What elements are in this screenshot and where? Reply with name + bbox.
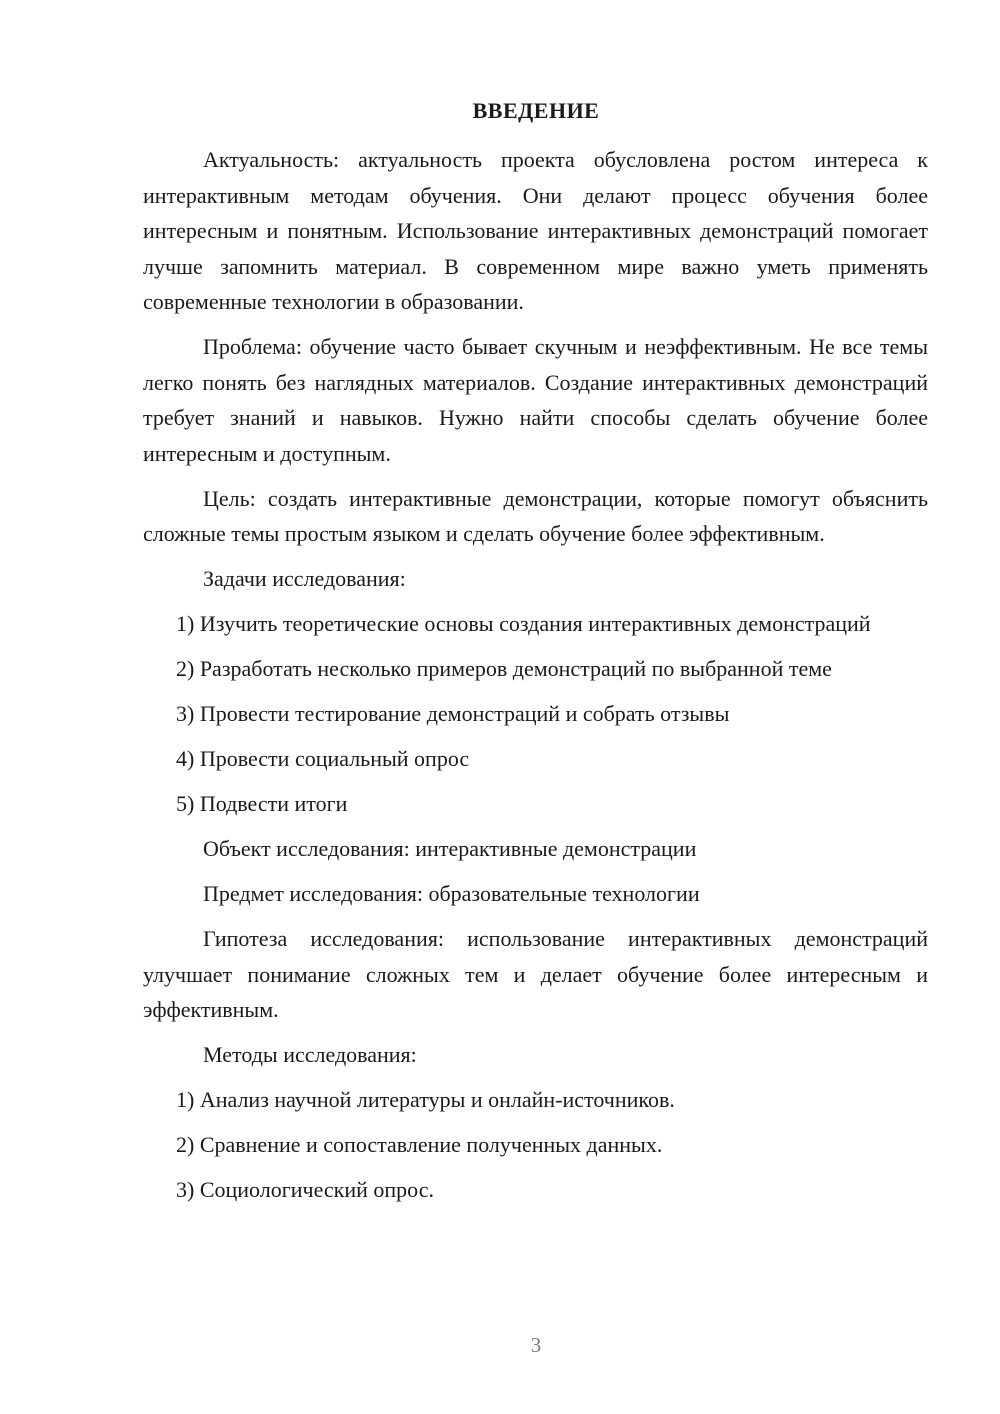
method-item: 3) Социологический опрос. [176,1177,434,1202]
paragraph-problem: Проблема: обучение часто бывает скучным и неэффективным. Не все темы легко понять без наглядных материалов. Создание интерактивных демонстраций требует знаний и навыков. Нужно найти способы сделать обучение более интересным и доступным. [143,334,928,466]
method-item: 2) Сравнение и сопоставление полученных данных. [176,1132,663,1157]
paragraph-subject: Предмет исследования: образовательные технологии [203,881,700,906]
method-item: 1) Анализ научной литературы и онлайн-источников. [176,1087,675,1112]
page-number: 3 [530,1333,542,1357]
task-item: 3) Провести тестирование демонстраций и собрать отзывы [176,701,730,726]
task-item: 5) Подвести итоги [176,791,348,816]
task-item: 2) Разработать несколько примеров демонстраций по выбранной теме [176,656,832,681]
paragraph-methods-title: Методы исследования: [203,1042,417,1067]
paragraph-tasks-title: Задачи исследования: [203,566,406,591]
paragraph-goal: Цель: создать интерактивные демонстрации, которые помогут объяснить сложные темы простым языком и сделать обучение более эффективным. [143,485,928,546]
document-body [143,142,928,1217]
section-heading: ВВЕДЕНИЕ [472,98,600,123]
task-item: 4) Провести социальный опрос [176,746,470,771]
task-item: 1) Изучить теоретические основы создания интерактивных демонстраций [176,611,871,636]
paragraph-hypothesis: Гипотеза исследования: использование интерактивных демонстраций улучшает понимание сложных тем и делает обучение более интересным и эффективным. [143,926,928,1022]
paragraph-relevance: Актуальность: актуальность проекта обусловлена ростом интереса к интерактивным методам обучения. Они делают процесс обучения более интересным и понятным. Использование интерактивных демонстраций помогает лучше запомнить материал. В современном мире важно уметь применять современные технологии в образовании. [143,147,928,314]
paragraph-object: Объект исследования: интерактивные демонстрации [203,836,697,861]
